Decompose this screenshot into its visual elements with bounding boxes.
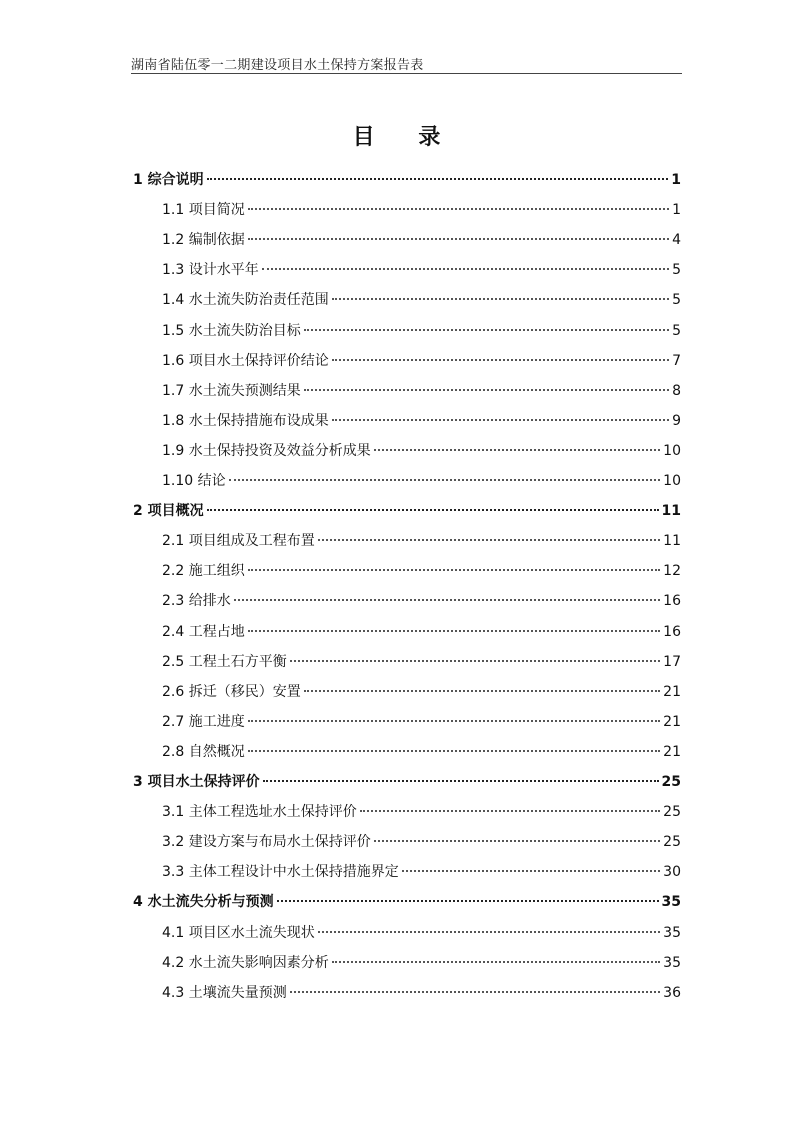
toc-page-number: 17 [663, 653, 681, 670]
toc-page-number: 25 [663, 804, 681, 821]
toc-entry-title: 1 综合说明 [133, 172, 204, 188]
toc-section-entry[interactable] [162, 557, 681, 585]
toc-dot-leader [402, 870, 660, 872]
toc-entry-title: 1.8 水土保持措施布设成果 [162, 412, 329, 429]
toc-entry-title: 4.2 水土流失影响因素分析 [162, 954, 329, 971]
toc-dot-leader [234, 599, 660, 601]
toc-page-number: 21 [663, 683, 681, 700]
toc-dot-leader [360, 810, 660, 812]
toc-dot-leader [332, 961, 660, 963]
toc-dot-leader [304, 389, 669, 391]
toc-dot-leader [332, 419, 669, 421]
toc-page-number: 16 [663, 623, 681, 640]
toc-section-entry[interactable] [162, 196, 681, 224]
toc-page-number: 9 [672, 412, 681, 429]
toc-dot-leader [207, 178, 669, 180]
toc-dot-leader [318, 539, 660, 541]
toc-section-entry[interactable] [162, 919, 681, 947]
toc-entry-title: 1.9 水土保持投资及效益分析成果 [162, 442, 371, 459]
toc-entry-title: 2.1 项目组成及工程布置 [162, 533, 315, 550]
toc-page-number: 12 [663, 563, 681, 580]
toc-dot-leader [248, 208, 669, 210]
toc-page-number: 5 [672, 292, 681, 309]
toc-entry-title: 1.4 水土流失防治责任范围 [162, 292, 329, 309]
toc-page-number: 10 [663, 473, 681, 489]
toc-section-entry[interactable] [162, 828, 681, 856]
toc-section-entry[interactable] [162, 467, 681, 495]
toc-page-number: 4 [672, 232, 681, 249]
toc-page-number: 7 [672, 352, 681, 369]
toc-section-entry[interactable] [162, 377, 681, 405]
toc-entry-title: 4.1 项目区水土流失现状 [162, 924, 315, 941]
toc-dot-leader [263, 780, 659, 782]
toc-entry-title: 2.6 拆迁（移民）安置 [162, 683, 301, 700]
toc-page-number: 35 [663, 924, 681, 941]
toc-entry-title: 1.3 设计水平年 [162, 262, 259, 279]
toc-page-number: 25 [663, 834, 681, 851]
toc-section-entry[interactable] [162, 798, 681, 826]
header-rule [131, 73, 682, 74]
toc-page-number: 25 [661, 774, 681, 790]
toc-entry-title: 2.8 自然概况 [162, 743, 245, 760]
toc-page-number: 35 [663, 954, 681, 971]
toc-entry-title: 4 水土流失分析与预测 [133, 894, 274, 911]
toc-dot-leader [332, 298, 669, 300]
toc-dot-leader [229, 479, 661, 481]
toc-dot-leader [207, 509, 659, 511]
toc-section-entry[interactable] [162, 979, 681, 1007]
toc-section-entry[interactable] [162, 587, 681, 615]
toc-dot-leader [248, 630, 660, 632]
toc-section-entry[interactable] [162, 407, 681, 435]
toc-page-number: 21 [663, 713, 681, 730]
toc-section-entry[interactable] [162, 527, 681, 555]
toc-dot-leader [374, 449, 660, 451]
toc-page-number: 35 [661, 894, 681, 911]
toc-entry-title: 3 项目水土保持评价 [133, 774, 260, 790]
toc-section-entry[interactable] [162, 648, 681, 676]
toc-dot-leader [304, 690, 660, 692]
page-title: 目 录 [352, 125, 459, 150]
toc-page-number: 1 [671, 172, 681, 188]
toc-page-number: 30 [663, 864, 681, 881]
toc-page-number: 16 [663, 593, 681, 610]
toc-dot-leader [290, 660, 660, 662]
toc-section-entry[interactable] [162, 286, 681, 314]
toc-section-entry[interactable] [162, 437, 681, 465]
toc-entry-title: 3.3 主体工程设计中水土保持措施界定 [162, 864, 399, 881]
toc-section-entry[interactable] [162, 708, 681, 736]
toc-section-entry[interactable] [162, 949, 681, 977]
toc-entry-title: 1.6 项目水土保持评价结论 [162, 352, 329, 369]
toc-dot-leader [318, 931, 660, 933]
toc-dot-leader [248, 750, 660, 752]
toc-page-number: 11 [663, 533, 681, 550]
toc-page-number: 36 [663, 984, 681, 1001]
toc-dot-leader [332, 359, 669, 361]
toc-page-number: 10 [663, 442, 681, 459]
toc-entry-title: 3.1 主体工程选址水土保持评价 [162, 804, 357, 821]
toc-entry-title: 1.1 项目简况 [162, 202, 245, 219]
toc-dot-leader [277, 900, 659, 902]
toc-page-number: 1 [672, 202, 681, 219]
toc-dot-leader [374, 840, 660, 842]
toc-section-entry[interactable] [162, 226, 681, 254]
toc-section-entry[interactable] [162, 738, 681, 766]
toc-section-entry[interactable] [162, 618, 681, 646]
toc-page-number: 5 [672, 322, 681, 339]
running-header: 湖南省陆伍零一二期建设项目水土保持方案报告表 [131, 58, 424, 73]
toc-page-number: 5 [672, 262, 681, 279]
toc-dot-leader [290, 991, 660, 993]
toc-dot-leader [248, 720, 660, 722]
toc-entry-title: 2.4 工程占地 [162, 623, 245, 640]
toc-page-number: 21 [663, 743, 681, 760]
toc-section-entry[interactable] [162, 317, 681, 345]
toc-entry-title: 1.2 编制依据 [162, 232, 245, 249]
toc-entry-title: 2 项目概况 [133, 503, 204, 520]
toc-entry-title: 1.7 水土流失预测结果 [162, 382, 301, 399]
toc-entry-title: 2.2 施工组织 [162, 563, 245, 580]
toc-dot-leader [262, 268, 669, 270]
toc-entry-title: 2.5 工程土石方平衡 [162, 653, 287, 670]
toc-chapter-entry[interactable] [133, 768, 681, 796]
toc-entry-title: 1.5 水土流失防治目标 [162, 322, 301, 339]
toc-page-number: 11 [661, 503, 681, 520]
toc-section-entry[interactable] [162, 678, 681, 706]
toc-entry-title: 2.3 给排水 [162, 593, 231, 610]
toc-chapter-entry[interactable] [133, 888, 681, 916]
toc-dot-leader [248, 569, 660, 571]
toc-entry-title: 1.10 结论 [162, 473, 226, 489]
toc-section-entry[interactable] [162, 347, 681, 375]
toc-section-entry[interactable] [162, 256, 681, 284]
toc-chapter-entry[interactable] [133, 166, 681, 194]
toc-entry-title: 4.3 土壤流失量预测 [162, 984, 287, 1001]
toc-section-entry[interactable] [162, 858, 681, 886]
toc-dot-leader [304, 329, 669, 331]
toc-entry-title: 3.2 建设方案与布局水土保持评价 [162, 834, 371, 851]
toc-chapter-entry[interactable] [133, 497, 681, 525]
toc-entry-title: 2.7 施工进度 [162, 713, 245, 730]
toc-dot-leader [248, 238, 669, 240]
toc-page-number: 8 [672, 382, 681, 399]
